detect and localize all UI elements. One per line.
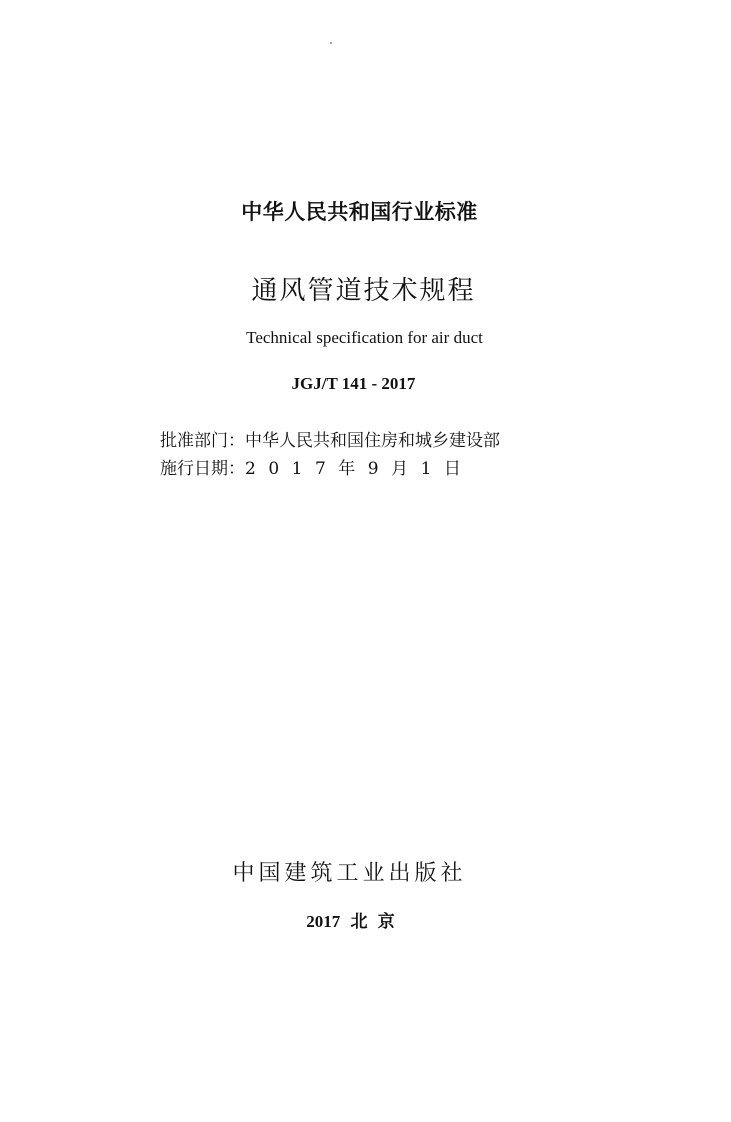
publish-year-place: 2017 北 京 — [306, 912, 395, 931]
effective-label: 施行日期： — [160, 459, 245, 479]
standard-category: 中华人民共和国行业标准 — [241, 200, 478, 224]
scan-speck — [330, 42, 332, 44]
document-title-cn: 通风管道技术规程 — [251, 276, 476, 306]
approval-label: 批准部门： — [160, 431, 245, 451]
effective-date-line — [160, 454, 473, 479]
effective-date-value: 2017年9月1日 — [245, 459, 474, 479]
standard-number: JGJ/T 141 - 2017 — [291, 374, 416, 393]
document-title-en: Technical specification for air duct — [246, 328, 483, 347]
approval-line — [160, 426, 500, 451]
approval-value: 中华人民共和国住房和城乡建设部 — [245, 431, 500, 451]
publisher-name: 中国建筑工业出版社 — [232, 861, 467, 886]
